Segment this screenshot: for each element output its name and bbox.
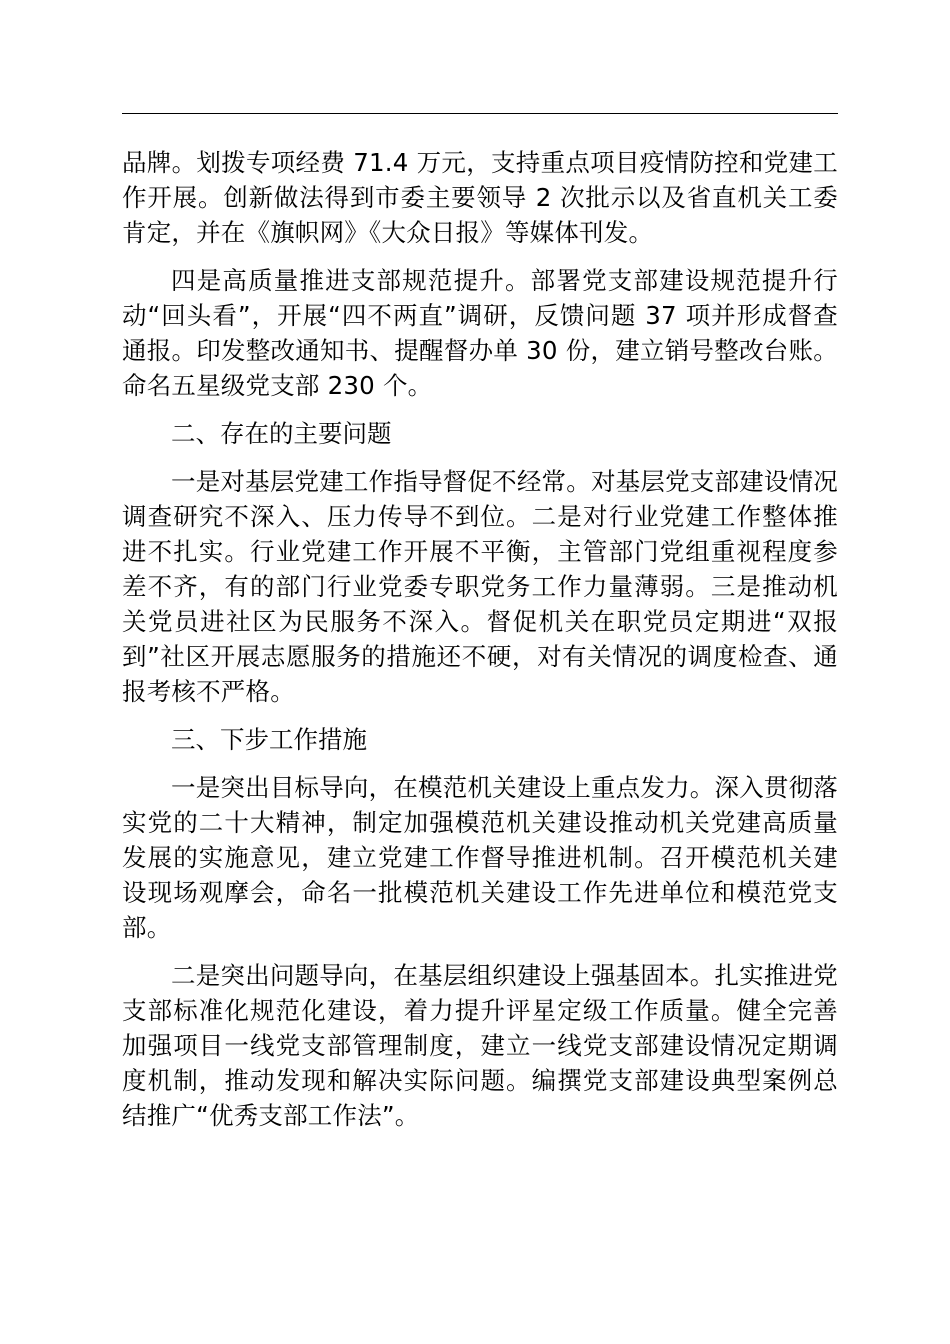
section-heading-problems: 二、存在的主要问题 [171, 419, 392, 448]
header-rule [122, 113, 838, 114]
paragraph-problems: 一是对基层党建工作指导督促不经常。对基层党支部建设情况调查研究不深入、压力传导不到位。二是对行业党建工作整体推进不扎实。行业党建工作开展不平衡，主管部门党组重视程度参差不齐，有的部门行业党委专职党务工作力量薄弱。三是推动机关党员进社区为民服务不深入。督促机关在职党员定期进“双报到”社区开展志愿服务的措施还不硬，对有关情况的调度检查、通报考核不严格。 [122, 467, 838, 706]
paragraph-measure-one: 一是突出目标导向，在模范机关建设上重点发力。深入贯彻落实党的二十大精神，制定加强模范机关建设推动机关党建高质量发展的实施意见，建立党建工作督导推进机制。召开模范机关建设现场观摩会，命名一批模范机关建设工作先进单位和模范党支部。 [122, 773, 838, 942]
document-body [122, 145, 838, 1146]
paragraph-continuation: 品牌。划拨专项经费 71.4 万元，支持重点项目疫情防控和党建工作开展。创新做法得到市委主要领导 2 次批示以及省直机关工委肯定，并在《旗帜网》《大众日报》等媒体刊发。 [122, 148, 838, 247]
paragraph-fourth-point: 四是高质量推进支部规范提升。部署党支部建设规范提升行动“回头看”，开展“四不两直”调研，反馈问题 37 项并形成督查通报。印发整改通知书、提醒督办单 30 份，建立销号整改台账。命名五星级党支部 230 个。 [122, 266, 838, 400]
section-heading-measures: 三、下步工作措施 [171, 725, 367, 754]
paragraph-measure-two: 二是突出问题导向，在基层组织建设上强基固本。扎实推进党支部标准化规范化建设，着力提升评星定级工作质量。健全完善加强项目一线党支部管理制度，建立一线党支部建设情况定期调度机制，推动发现和解决实际问题。编撰党支部建设典型案例总结推广“优秀支部工作法”。 [122, 961, 838, 1130]
